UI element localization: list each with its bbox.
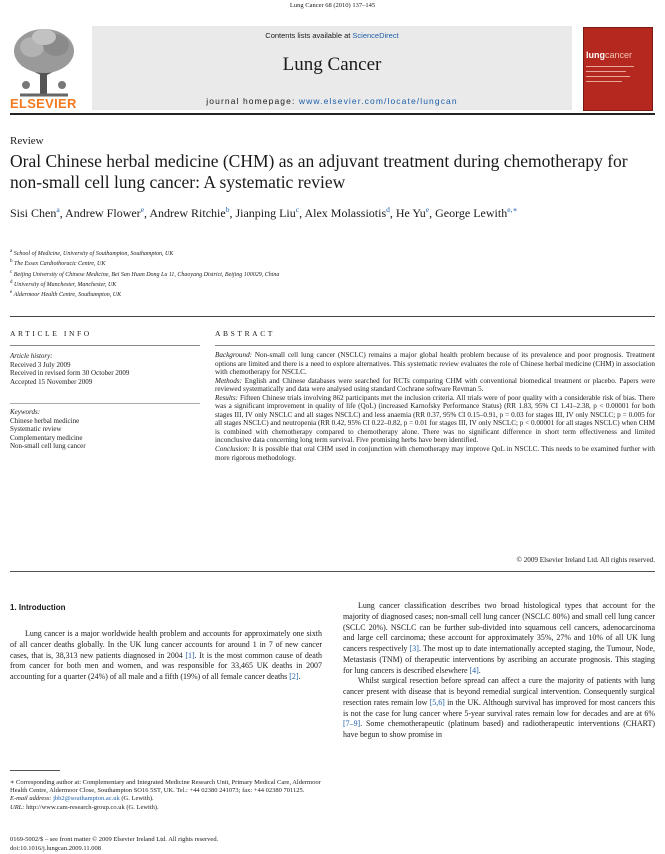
corresponding-author-text: ∗ Corresponding author at: Complementary and Integrated Medicine Research Unit, Primary Medical Care, Aldermoor Health Centre, Aldermoor Close, Southampton SO16 5ST, UK. Tel.: +44 02380 241073; fax: +44 02380 701125.: [10, 779, 321, 795]
body-divider: [10, 571, 655, 572]
body-text: Whilst surgical resection before spread can affect a cure the majority of patients with lung cancer present with disease that is beyond remedial surgical intervention. Consequently surgical resection rates remain low: [343, 676, 655, 707]
affiliation-mark: d: [10, 279, 13, 285]
keyword-item: Chinese herbal medicine: [10, 416, 80, 425]
author-affiliation-mark[interactable]: e: [140, 205, 145, 214]
url-line: [10, 804, 322, 812]
email-link[interactable]: jbb2@southampton.ac.uk: [53, 795, 120, 803]
sciencedirect-link[interactable]: ScienceDirect: [352, 31, 399, 40]
doi-prefix: doi:: [10, 845, 21, 852]
author-affiliation-mark[interactable]: a: [56, 205, 60, 214]
footnote-divider: [10, 770, 60, 771]
citation-link[interactable]: [5,6]: [429, 697, 445, 707]
journal-reference: Lung Cancer 68 (2010) 137–145: [289, 2, 376, 9]
author-name[interactable]: Jianping Liu: [235, 206, 296, 220]
classification-paragraph: [343, 601, 655, 676]
elsevier-tree-logo: [12, 27, 76, 99]
affiliation-item: [10, 269, 279, 279]
results-text: Fifteen Chinese trials involving 862 participants met the inclusion criteria. All trials were of poor quality with a considerable risk of bias. There was a significant improvement in quality of life (QoL) (increased Karnofsky Performance Status) (RR 1.83, 95% CI 1.41–2.38, p < 0.00001 for both stages III, IV only NSCLC and all stages NSCLC) and less anaemia (RR 0.37, 95% CI 0.15–0.91, p = 0.03 for stages III, IV only NSCLC; p = 0.005 for all stages NSCLC) and neutropenia (RR 0.42, 95% CI 0.22–0.82, p = 0.01 for stages III, IV only NSCLC; p < 0.00001 for all stages NSCLC) when CHM is combined with chemotherapy compared to chemotherapy alone. There was no significant difference in short term effectiveness and limited inconclusive data concerning long term survival. Five promising herbs have been identified.: [215, 393, 655, 445]
affiliation-text: Aldermoor Health Centre, Southampton, UK: [13, 292, 122, 299]
abstract-body: [215, 351, 655, 462]
body-text: .: [478, 665, 481, 675]
affiliations: [10, 248, 279, 299]
article-info-divider: [10, 403, 200, 404]
author-affiliation-mark[interactable]: e: [425, 205, 430, 214]
url-label: URL:: [10, 803, 25, 811]
methods-label: Methods:: [215, 376, 242, 385]
body-text: . The most up to date internationally accepted staging, the Tumour, Node, Metastasis (TNM) of therapeutic interventions by ascribing an accurate prognosis. This staging for lung cancers is described elsewhere: [343, 644, 655, 675]
introduction-heading: 1. Introduction: [10, 603, 66, 612]
affiliation-item: [10, 248, 279, 258]
accepted-date: Accepted 15 November 2009: [10, 377, 93, 386]
url-text: http://www.cam-research-group.co.uk (G. Lewith).: [24, 803, 159, 811]
journal-homepage: [92, 96, 572, 106]
abstract-background: [215, 351, 655, 377]
body-text: . Some chemotherapeutic (platinum based) and radiotherapeutic interventions (CHART) have begun to show promise in: [343, 719, 655, 739]
author-affiliation-mark[interactable]: c: [295, 205, 300, 214]
citation-link[interactable]: [7–9]: [343, 719, 361, 729]
keyword-item: Systematic review: [10, 425, 62, 434]
affiliation-mark: a: [10, 249, 13, 254]
keyword-item: Complementary medicine: [10, 433, 83, 442]
author-list: Sisi Chen$^a$, Andrew Flower$^e$, Andrew Ritchie$^b$, Jianping Liu$^c$, Alex Molassiotis$^d$, He Yu$^e$, George Lewith$^{e,∗}$: [10, 205, 518, 220]
affiliation-mark: e: [10, 290, 13, 296]
email-suffix: (G. Lewith).: [119, 795, 154, 803]
homepage-prefix: journal homepage:: [206, 96, 299, 106]
conclusion-text: It is possible that oral CHM used in conjunction with chemotherapy may improve QoL in NSCLC. This needs to be examined further with more rigorous methodology.: [215, 445, 655, 462]
author-affiliation-mark[interactable]: b: [225, 205, 230, 214]
author-name[interactable]: He Yu: [395, 206, 426, 220]
intro-text: Lung cancer is a major worldwide health problem and accounts for approximately one sixth of all cancer deaths globally. In the UK lung cancer accounts for around 1 in 7 of new cancer cases, that is, 38,313 new patients diagnosed in 2004: [10, 629, 322, 660]
article-info-divider: [10, 345, 200, 346]
abstract-methods: [215, 377, 655, 394]
keywords: [10, 408, 86, 451]
citation-link[interactable]: [3]: [409, 644, 419, 653]
cover-decoration: [586, 81, 622, 82]
received-date: Received 3 July 2009: [10, 360, 71, 369]
body-text: Lung cancer classification describes two broad histological types that account for the majority of diagnosed cases; non-small cell lung cancer (NSCLC 80%) and small cell lung cancer (SCLC 20%). NSCLC can be further sub-divided into squamous cell cancers, adenocarcinoma and large cell carcinoma; these account for approximately 35%, 27% and 10% of all UK lung cancers respectively: [343, 601, 655, 653]
author-name[interactable]: George Lewith: [435, 206, 508, 220]
author-affiliation-mark[interactable]: e,∗: [507, 205, 518, 214]
abstract-divider: [215, 345, 655, 346]
introduction-paragraph: [10, 629, 322, 683]
affiliation-mark: b: [10, 259, 13, 265]
background-text: Non-small cell lung cancer (NSCLC) remains a major global health problem because of its prevalence and poor prognosis. Treatment options are limited and there is a need to explore alternatives. This systematic review evaluates the role of Chinese herbal medicine (CHM) in association with chemotherapy for NSCLC.: [215, 351, 655, 377]
author-name[interactable]: Andrew Ritchie: [149, 206, 226, 220]
issn-line: 0169-5002/$ – see front matter © 2009 Elsevier Ireland Ltd. All rights reserved.: [10, 836, 219, 843]
citation-link[interactable]: [2]: [289, 672, 299, 681]
cover-decoration: [586, 76, 630, 77]
revised-date: Received in revised form 30 October 2009: [10, 369, 130, 378]
author-name[interactable]: Alex Molassiotis: [304, 206, 387, 220]
affiliation-mark: c: [10, 269, 13, 275]
results-label: Results:: [215, 393, 239, 402]
article-info-heading: ARTICLE INFO: [10, 329, 92, 338]
background-label: Background:: [215, 351, 253, 359]
right-column: [343, 601, 655, 741]
email-line: [10, 795, 322, 803]
corresponding-author-footnote: [10, 779, 322, 812]
section-divider: [10, 316, 655, 317]
surgery-paragraph: [343, 676, 655, 741]
cover-decoration: [586, 71, 626, 72]
affiliation-text: Beijing University of Chinese Medicine, Bei San Huan Dong Lu 11, Chaoyang District, Beijing 100029, China: [13, 271, 280, 278]
conclusion-label: Conclusion:: [215, 445, 250, 454]
affiliation-item: [10, 289, 279, 299]
keyword-item: Non-small cell lung cancer: [10, 442, 86, 451]
doi-value[interactable]: 10.1016/j.lungcan.2009.11.008: [20, 845, 101, 852]
abstract-conclusion: [215, 445, 655, 462]
author-affiliation-mark[interactable]: d: [386, 205, 390, 214]
methods-text: English and Chinese databases were searched for RCTs comparing CHM with conventional biomedical treatment or placebo. Papers were reviewed systematically and data were analysed using standard Cochrane software Revman 5.: [215, 376, 655, 394]
history-label: Article history:: [10, 352, 53, 360]
affiliation-item: [10, 279, 279, 289]
abstract-results: [215, 394, 655, 445]
affiliation-item: [10, 258, 279, 268]
doi-line: [10, 845, 101, 852]
body-text: in the UK. Although survival has improved for most cancers this is not the case for lung cancer where 5-year survival rates remain low for decades and are at 6%: [343, 697, 655, 718]
contents-prefix: Contents lists available at: [265, 31, 353, 40]
article-type: Review: [10, 135, 44, 147]
affiliation-text: University of Manchester, Manchester, UK: [14, 281, 117, 288]
journal-cover-image: [583, 27, 653, 111]
author-name[interactable]: Sisi Chen: [10, 206, 57, 220]
affiliation-text: The Essex Cardiothoracic Centre, UK: [14, 261, 106, 268]
cover-decoration: [586, 66, 634, 67]
cover-title: [586, 50, 632, 60]
intro-text: . It is the most common cause of death from cancer for both men and women, and was responsible for 33,465 UK deaths in 2007 accounting for a quarter (24%) of all male and a fifth (19%) of all female cancer deaths: [10, 650, 323, 681]
elsevier-wordmark: ELSEVIER: [10, 96, 77, 111]
homepage-link[interactable]: www.elsevier.com/locate/lungcan: [298, 96, 458, 106]
author-name[interactable]: Andrew Flower: [65, 206, 141, 220]
keywords-label: Keywords:: [10, 408, 41, 416]
cover-title-lung: lung: [586, 50, 605, 60]
email-label: E-mail address:: [10, 795, 52, 803]
affiliation-text: School of Medicine, University of Southampton, Southampton, UK: [13, 251, 174, 257]
abstract-copyright: © 2009 Elsevier Ireland Ltd. All rights reserved.: [516, 556, 655, 564]
citation-link[interactable]: [4]: [469, 665, 479, 675]
contents-availability: [92, 31, 572, 40]
intro-text: .: [298, 672, 301, 681]
abstract-heading: ABSTRACT: [215, 329, 275, 338]
header-divider: [10, 113, 655, 115]
article-title: Oral Chinese herbal medicine (CHM) as an adjuvant treatment during chemotherapy for non-small cell lung cancer: A systematic review: [10, 151, 628, 192]
article-history: [10, 352, 129, 386]
cover-title-cancer: cancer: [605, 50, 633, 60]
journal-name: Lung Cancer: [282, 54, 382, 75]
citation-link[interactable]: [1]: [185, 650, 195, 660]
